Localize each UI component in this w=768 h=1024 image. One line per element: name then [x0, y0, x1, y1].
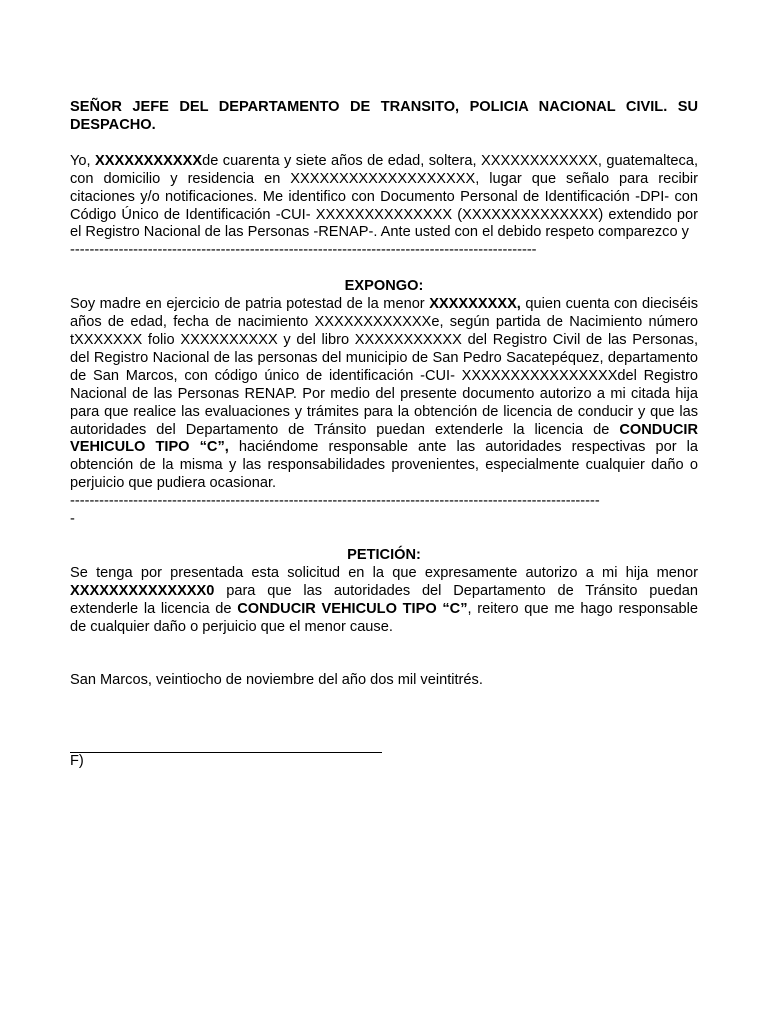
document-page [70, 99, 698, 771]
expongo-title: EXPONGO: [344, 278, 424, 295]
intro-dash-line: ------------------------------------------------------------------------------------------------ [70, 242, 537, 259]
expongo-text-body: quien cuenta con dieciséis años de edad, fecha de nacimiento XXXXXXXXXXXXe, según partida de Nacimiento número tXXXXXXX folio XXXXXXXXXX y del libro XXXXXXXXXXX del Registro Civil de las Personas, del Registro Nacional de las personas del municipio de San Pedro Sacatepéquez, departamento de San Marcos, con código único de identificación -CUI- XXXXXXXXXXXXXXXXdel Registro Nacional de las Personas RENAP. Por medio del presente documento autorizo a mi citada hija para que realice las evaluaciones y trámites para la obtención de licencia de conducir y que las autoridades del Departamento de Tránsito puedan extenderle la licencia de [70, 296, 698, 438]
expongo-paragraph [70, 296, 698, 493]
license-type: CONDUCIR VEHICULO TIPO “C”, [70, 421, 698, 456]
expongo-dash-line: ------------------------------------------------------------------------------------------------------------- [70, 493, 600, 510]
intro-text-body: de cuarenta y siete años de edad, soltera, XXXXXXXXXXXX, guatemalteca, con domicilio y residencia en XXXXXXXXXXXXXXXXXXX, lugar que señalo para recibir citaciones y/o notificaciones. Me identifico con Documento Personal de Identificación -DPI- con Código Único de Identificación -CUI- XXXXXXXXXXXXXX (XXXXXXXXXXXXXX) extendido por el Registro Nacional de las Personas -RENAP-. Ante usted con el debido respeto comparezco y [70, 152, 698, 241]
document-heading: SEÑOR JEFE DEL DEPARTAMENTO DE TRANSITO, POLICIA NACIONAL CIVIL. SU DESPACHO. [70, 99, 698, 133]
expongo-dash-end: - [70, 511, 75, 528]
peticion-text-end: , reitero que me hago responsable de cualquier daño o perjuicio que el menor cause. [70, 600, 698, 635]
peticion-text-start: Se tenga por presentada esta solicitud en la que expresamente autorizo a mi hija menor [70, 564, 698, 581]
peticion-text-body: para que las autoridades del Departamento de Tránsito puedan extenderle la licencia de [70, 582, 698, 617]
applicant-name: XXXXXXXXXXX [95, 152, 203, 169]
peticion-license-type: CONDUCIR VEHICULO TIPO “C” [237, 600, 468, 617]
peticion-minor-id: XXXXXXXXXXXXXX0 [70, 582, 215, 599]
signature-label: F) [70, 753, 84, 770]
minor-name: XXXXXXXXX, [429, 296, 521, 313]
closing-place-date: San Marcos, veintiocho de noviembre del año dos mil veintitrés. [70, 672, 483, 689]
intro-text-start: Yo, [70, 152, 96, 169]
expongo-text-end: haciéndome responsable ante las autoridades respectivas por la obtención de la misma y las responsabilidades provenientes, especialmente cualquier daño o perjuicio que pudiera ocasionar. [70, 439, 698, 492]
intro-paragraph [70, 153, 698, 243]
peticion-paragraph [70, 565, 698, 637]
peticion-title: PETICIÓN: [347, 546, 421, 563]
expongo-text-start: Soy madre en ejercicio de patria potestad de la menor [70, 296, 430, 313]
